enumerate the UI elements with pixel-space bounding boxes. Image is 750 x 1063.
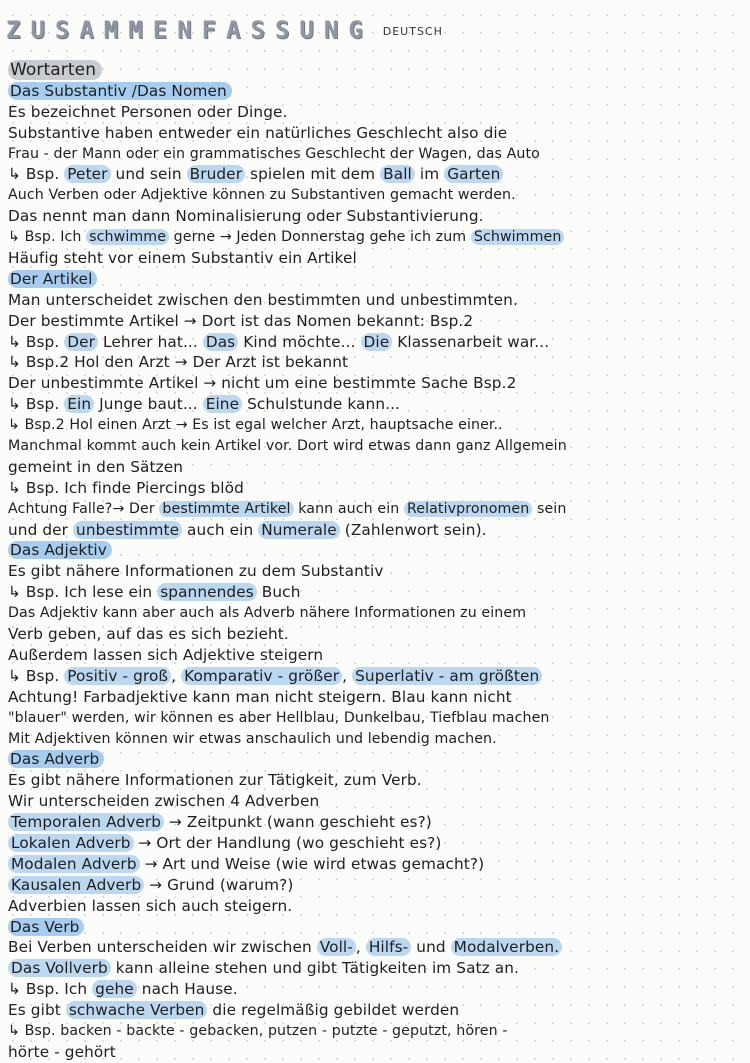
heading-verb: Das Verb — [8, 917, 746, 938]
text-line: Es gibt nähere Informationen zu dem Substantiv — [8, 562, 384, 581]
main-heading: Wortarten — [8, 60, 746, 81]
title-row — [6, 4, 443, 44]
text-line: Verb geben, auf das es sich bezieht. — [8, 625, 289, 644]
text-line: Das nennt man dann Nominalisierung oder Substantivierung. — [8, 207, 484, 226]
text-line: Außerdem lassen sich Adjektive steigern — [8, 645, 324, 664]
heading-adjektiv: Das Adjektiv — [8, 540, 746, 561]
text-line: ↳ Bsp. Ich finde Piercings blöd — [8, 478, 244, 497]
text-line: Manchmal kommt auch kein Artikel vor. Dort wird etwas dann ganz Allgemein — [8, 438, 567, 455]
example-line: Das Vollverb kann alleine stehen und gibt Tätigkeiten im Satz an. — [8, 958, 746, 979]
text-line: Es gibt nähere Informationen zur Tätigkeit, zum Verb. — [8, 771, 422, 790]
text-line: Frau - der Mann oder ein grammatisches Geschlecht der Wagen, das Auto — [8, 145, 540, 162]
heading-artikel: Der Artikel — [8, 269, 746, 290]
text-line: hörte - gehört — [8, 1042, 116, 1061]
text-line: gemeint in den Sätzen — [8, 457, 184, 476]
example-line: ↳ Bsp. Ich schwimme gerne → Jeden Donnerstag gehe ich zum Schwimmen — [8, 227, 746, 248]
example-line: ↳ Bsp. Ich gehe nach Hause. — [8, 980, 238, 999]
text-line: Adverbien lassen sich auch steigern. — [8, 896, 293, 915]
text-line: ↳ Bsp.2 Hol einen Arzt → Es ist egal welcher Arzt, hauptsache einer.. — [8, 417, 503, 434]
page-title: ZUSAMMENFASSUNG — [6, 16, 373, 44]
text-line: Der bestimmte Artikel → Dort ist das Nomen bekannt: Bsp.2 — [8, 311, 474, 330]
text-line: Wir unterscheiden zwischen 4 Adverben — [8, 792, 320, 811]
text-line: Achtung! Farbadjektive kann man nicht steigern. Blau kann nicht — [8, 687, 512, 706]
example-line: ↳ Bsp. Positiv - groß , Komparativ - größer , Superlativ - am größten — [8, 666, 746, 687]
text-line: ↳ Bsp.2 Hol den Arzt → Der Arzt ist bekannt — [8, 353, 349, 372]
example-line: ↳ Bsp. Ein Junge baut... Eine Schulstunde kann... — [8, 395, 401, 414]
notes-page — [8, 60, 746, 1063]
text-line: Man unterscheidet zwischen den bestimmten und unbestimmten. — [8, 290, 518, 309]
heading-adverb: Das Adverb — [8, 749, 746, 770]
adverb-type-lokal: Lokalen Adverb → Ort der Handlung (wo geschieht es?) — [8, 833, 746, 854]
text-line: ↳ Bsp. backen - backte - gebacken, putzen - putzte - geputzt, hören - — [8, 1022, 508, 1039]
example-line: ↳ Bsp. Ich lese ein spannendes Buch — [8, 583, 301, 602]
text-line: Substantive haben entweder ein natürliches Geschlecht also die — [8, 123, 508, 142]
adverb-type-modal: Modalen Adverb → Art und Weise (wie wird etwas gemacht?) — [8, 854, 746, 875]
text-line: Der unbestimmte Artikel → nicht um eine bestimmte Sache Bsp.2 — [8, 374, 517, 393]
text-line: "blauer" werden, wir können es aber Hellblau, Dunkelbau, Tiefblau machen — [8, 709, 550, 726]
example-line: Es gibt schwache Verben die regelmäßig gebildet werden — [8, 1001, 460, 1020]
example-line: Bei Verben unterscheiden wir zwischen Voll- , Hilfs- und Modalverben. — [8, 937, 746, 958]
text-line: Häufig steht vor einem Substantiv ein Artikel — [8, 249, 357, 268]
example-line: und der unbestimmte auch ein Numerale (Zahlenwort sein). — [8, 520, 487, 539]
example-line: Achtung Falle?→ Der bestimmte Artikel kann auch ein Relativpronomen sein — [8, 500, 567, 517]
text-line: Das Adjektiv kann aber auch als Adverb nähere Informationen zu einem — [8, 605, 527, 622]
subject-label: DEUTSCH — [382, 25, 443, 38]
heading-substantiv: Das Substantiv /Das Nomen — [8, 81, 746, 102]
text-line: Auch Verben oder Adjektive können zu Substantiven gemacht werden. — [8, 187, 516, 204]
text-line: Es bezeichnet Personen oder Dinge. — [8, 102, 288, 121]
adverb-type-temporal: Temporalen Adverb → Zeitpunkt (wann geschieht es?) — [8, 812, 746, 833]
example-line: ↳ Bsp. Peter und sein Bruder spielen mit dem Ball im Garten — [8, 164, 746, 185]
adverb-type-kausal: Kausalen Adverb → Grund (warum?) — [8, 875, 746, 896]
text-line: Mit Adjektiven können wir etwas anschaulich und lebendig machen. — [8, 730, 497, 747]
example-line: ↳ Bsp. Der Lehrer hat... Das Kind möchte... Die Klassenarbeit war... — [8, 332, 550, 351]
